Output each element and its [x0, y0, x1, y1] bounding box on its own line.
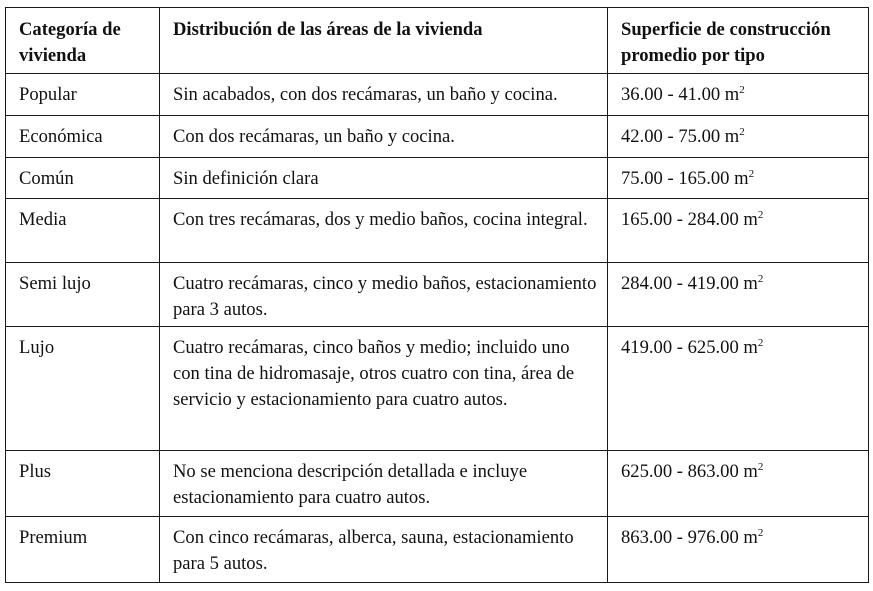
cell-category: Media: [6, 199, 160, 263]
surface-value: 165.00 - 284.00 m: [621, 209, 758, 230]
cell-description: Sin definición clara: [160, 158, 608, 199]
cell-category: Común: [6, 158, 160, 199]
table-row: [6, 517, 869, 583]
cell-category: Plus: [6, 451, 160, 517]
surface-value: 863.00 - 976.00 m: [621, 527, 758, 548]
unit-exponent: 2: [739, 84, 745, 96]
unit-exponent: 2: [757, 273, 764, 285]
unit-exponent: 2: [757, 337, 764, 349]
cell-category: Lujo: [6, 327, 160, 451]
header-category: Categoría de vivienda: [6, 8, 160, 74]
cell-surface: [608, 327, 869, 451]
surface-value: 36.00 - 41.00 m: [621, 84, 740, 105]
table-row: [6, 263, 869, 327]
surface-value: 42.00 - 75.00 m: [621, 126, 740, 147]
cell-description: Cuatro recámaras, cinco y medio baños, estacionamiento para 3 autos.: [160, 263, 608, 327]
surface-value: 75.00 - 165.00 m: [621, 168, 749, 189]
cell-surface: [608, 158, 869, 199]
housing-category-table: [5, 7, 869, 583]
table-row: [6, 451, 869, 517]
cell-surface: [608, 116, 869, 158]
header-description: Distribución de las áreas de la vivienda: [160, 8, 608, 74]
unit-exponent: 2: [757, 461, 764, 473]
cell-description: Con tres recámaras, dos y medio baños, cocina integral.: [160, 199, 608, 263]
table-row: [6, 116, 869, 158]
cell-surface: [608, 199, 869, 263]
cell-surface: [608, 74, 869, 116]
surface-value: 625.00 - 863.00 m: [621, 461, 758, 482]
header-row: [6, 8, 869, 74]
cell-category: Económica: [6, 116, 160, 158]
cell-category: Popular: [6, 74, 160, 116]
cell-description: Con cinco recámaras, alberca, sauna, estacionamiento para 5 autos.: [160, 517, 608, 583]
cell-surface: [608, 263, 869, 327]
table-row: [6, 74, 869, 116]
cell-category: Premium: [6, 517, 160, 583]
table-row: [6, 327, 869, 451]
cell-category: Semi lujo: [6, 263, 160, 327]
table-row: [6, 199, 869, 263]
unit-exponent: 2: [757, 209, 764, 221]
unit-exponent: 2: [739, 126, 745, 138]
cell-surface: [608, 517, 869, 583]
surface-value: 284.00 - 419.00 m: [621, 273, 758, 294]
table-row: [6, 158, 869, 199]
header-surface: Superficie de construcción promedio por tipo: [608, 8, 869, 74]
cell-description: No se menciona descripción detallada e incluye estacionamiento para cuatro autos.: [160, 451, 608, 517]
cell-description: Sin acabados, con dos recámaras, un baño y cocina.: [160, 74, 608, 116]
cell-surface: [608, 451, 869, 517]
cell-description: Con dos recámaras, un baño y cocina.: [160, 116, 608, 158]
cell-description: Cuatro recámaras, cinco baños y medio; incluido uno con tina de hidromasaje, otros cuatro con tina, área de servicio y estacionamiento para cuatro autos.: [160, 327, 608, 451]
unit-exponent: 2: [748, 168, 755, 180]
unit-exponent: 2: [757, 527, 764, 539]
surface-value: 419.00 - 625.00 m: [621, 337, 758, 358]
